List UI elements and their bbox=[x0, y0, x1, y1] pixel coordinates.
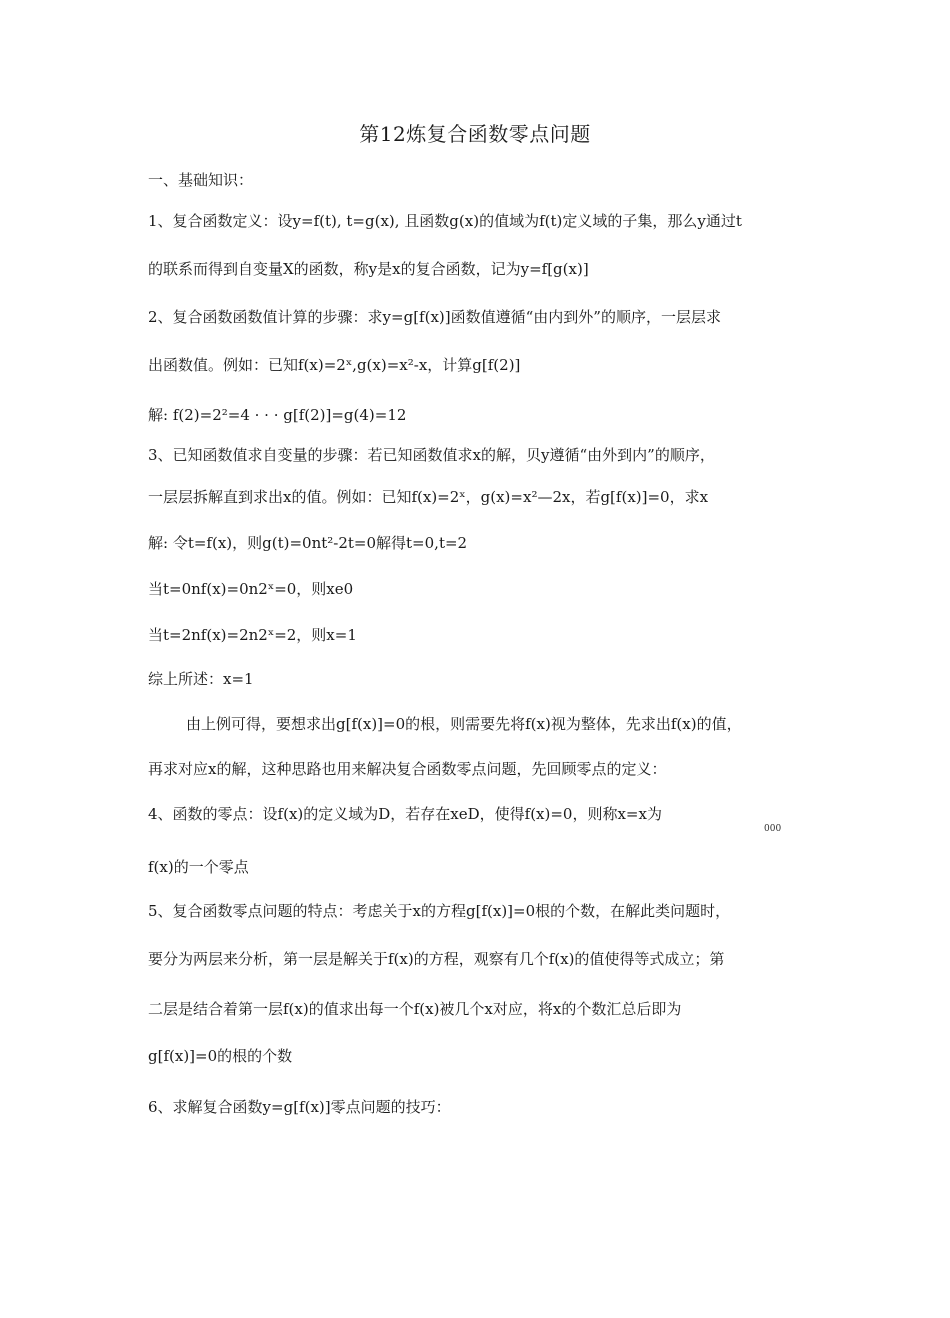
paragraph-line: f(x)的一个零点 bbox=[148, 858, 249, 876]
paragraph-line: 出函数值。例如：已知f(x)=2ˣ,g(x)=x²-x，计算g[f(2)] bbox=[148, 356, 521, 374]
paragraph-line: 综上所述：x=1 bbox=[148, 670, 254, 688]
paragraph-line: 当t=2nf(x)=2n2ˣ=2，则x=1 bbox=[148, 626, 357, 644]
subscript-note: 000 bbox=[764, 824, 782, 834]
section-heading: 一、基础知识： bbox=[148, 171, 254, 189]
paragraph-line: 4、函数的零点：设f(x)的定义域为D，若存在xeD，使得f(x)=0，则称x=x为 bbox=[148, 805, 662, 823]
paragraph-line: 解: 令t=f(x)，则g(t)=0nt²-2t=0解得t=0,t=2 bbox=[148, 534, 468, 552]
paragraph-line: 6、求解复合函数y=g[f(x)]零点问题的技巧： bbox=[148, 1098, 451, 1116]
document-title: 第12炼复合函数零点问题 bbox=[359, 122, 591, 146]
paragraph-line: 3、已知函数值求自变量的步骤：若已知函数值求x的解，贝y遵循“由外到内”的顺序， bbox=[148, 446, 715, 464]
paragraph-line: 由上例可得，要想求出g[f(x)]=0的根，则需要先将f(x)视为整体，先求出f(x)的值， bbox=[186, 715, 742, 733]
paragraph-line: g[f(x)]=0的根的个数 bbox=[148, 1047, 293, 1065]
paragraph-line: 二层是结合着第一层f(x)的值求出每一个f(x)被几个x对应，将x的个数汇总后即为 bbox=[148, 1000, 682, 1018]
paragraph-line: 再求对应x的解，这种思路也用来解决复合函数零点问题，先回顾零点的定义： bbox=[148, 760, 667, 778]
paragraph-line: 解: f(2)=2²=4 · · · g[f(2)]=g(4)=12 bbox=[148, 406, 407, 424]
paragraph-line: 5、复合函数零点问题的特点：考虑关于x的方程g[f(x)]=0根的个数，在解此类问题时， bbox=[148, 902, 731, 920]
paragraph-line: 要分为两层来分析，第一层是解关于f(x)的方程，观察有几个f(x)的值使得等式成立；第 bbox=[148, 950, 725, 968]
paragraph-line: 2、复合函数函数值计算的步骤：求y=g[f(x)]函数值遵循“由内到外”的顺序，一层层求 bbox=[148, 308, 721, 326]
paragraph-line: 1、复合函数定义：设y=f(t), t=g(x), 且函数g(x)的值域为f(t)定义域的子集，那么y通过t bbox=[148, 212, 742, 230]
paragraph-line: 当t=0nf(x)=0n2ˣ=0，则xe0 bbox=[148, 580, 354, 598]
paragraph-line: 的联系而得到自变量X的函数，称y是x的复合函数，记为y=f[g(x)] bbox=[148, 260, 589, 278]
paragraph-line: 一层层拆解直到求出x的值。例如：已知f(x)=2ˣ，g(x)=x²—2x，若g[f(x)]=0，求x bbox=[148, 488, 709, 506]
